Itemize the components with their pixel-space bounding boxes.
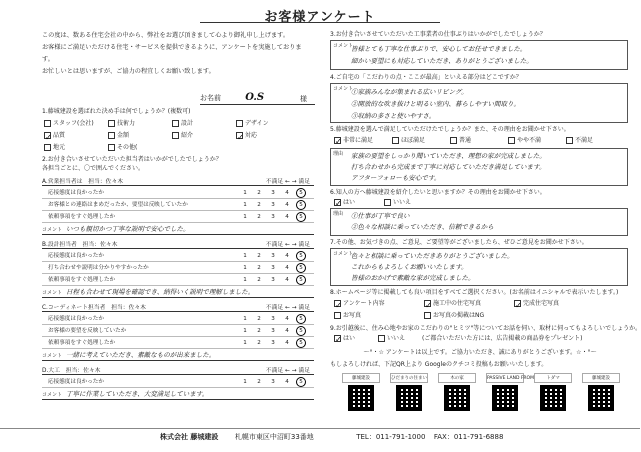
- scale-label: 不満足 ← → 満足: [265, 368, 310, 374]
- answer-line: 打ち合わせから完成まで丁寧に対応していただき満足しています。: [351, 163, 546, 171]
- checkbox[interactable]: [508, 137, 515, 144]
- checkbox[interactable]: [334, 199, 341, 206]
- scale-label: 不満足 ← → 満足: [265, 242, 310, 248]
- rating-row: [42, 199, 314, 211]
- checkbox[interactable]: [566, 137, 573, 144]
- rating-option[interactable]: 2: [257, 253, 261, 259]
- rating-label: 応接態度は良かったか: [48, 253, 104, 259]
- q1-option[interactable]: [44, 118, 108, 130]
- rating-option[interactable]: 2: [257, 379, 261, 385]
- comment-text: 日程も合わせて現場を確認でき、納得いく説明で理解しました。: [66, 288, 255, 296]
- section-title: C.コーディネート担当者 担当：佐々木: [42, 305, 146, 311]
- satisfaction-option[interactable]: [334, 136, 392, 145]
- q2-sub: 各担当ごとに、〇で囲んでください。: [42, 165, 145, 172]
- rating-label: 打ち合わせや説明は分かりやすかったか: [48, 265, 149, 271]
- qr-code-icon[interactable]: [588, 385, 614, 411]
- checkbox[interactable]: [334, 335, 341, 342]
- q7-question: 7.その他、お気づきの点、ご意見、ご要望等がございましたら、ぜひご意見をお聞かせ下さい。: [330, 239, 588, 246]
- rating-row: [42, 313, 314, 325]
- answer-line: 家族の要望をしっかり聞いていただき、理想の家が完成しました。: [351, 152, 546, 160]
- section-header: [42, 302, 314, 312]
- q2-question: 2.お付き合いさせていただいた担当者はいかがでしたでしょうか？: [42, 156, 222, 163]
- rating-option[interactable]: 1: [243, 253, 247, 259]
- rating-option[interactable]: 5: [296, 188, 306, 198]
- reason-label: 理由: [333, 151, 344, 157]
- section-comment[interactable]: [42, 388, 314, 400]
- qr-codes: [342, 373, 632, 423]
- rating-option[interactable]: 3: [271, 253, 275, 259]
- comment-label: コメント: [333, 43, 354, 49]
- section-title: B.設計担当者 担当：佐々木: [42, 242, 118, 248]
- comment-text: 丁寧に作業していただき、大変満足しています。: [66, 390, 209, 398]
- rating-option[interactable]: 2: [257, 316, 261, 322]
- qr-code-icon[interactable]: [348, 385, 374, 411]
- q1-option[interactable]: [236, 130, 300, 142]
- q6-question: 6.知人の方へ藤城建設を紹介したいと思いますか？その理由をお聞かせ下さい。: [330, 189, 546, 196]
- rating-option[interactable]: 4: [285, 328, 289, 334]
- rating-option[interactable]: 2: [257, 214, 261, 220]
- answer-line: ③収納の多さと使いやすさ。: [351, 112, 436, 120]
- brand-logo: ひだまりの住まい: [390, 373, 428, 383]
- answer-line: ②色々な相談に乗っていただき、信頼できるから: [351, 223, 494, 231]
- q9-question: 9.お引越後に、住み心地やお家のこだわりの"ヒミツ"等についてお話を伺い、取材に伺ってもよろしいでしょうか。: [330, 325, 641, 332]
- option-label: スタッフ(会社): [53, 120, 94, 127]
- rating-label: 応接態度は良かったか: [48, 190, 104, 196]
- option-label: やや不満: [517, 137, 542, 144]
- q8-question: 8.ホームページ等に掲載しても良い項目をすべてご選択ください。(お名前はイニシャルで表示いたします。): [330, 289, 619, 296]
- q3-question: 3.お付き合いさせていただいた工事業者の仕事ぶりはいかがでしたでしょうか？: [330, 31, 546, 38]
- intro-line: お忙しいとは思いますが、ご協力の程宜しくお願い致します。: [42, 68, 215, 75]
- comment-label: コメント: [42, 227, 63, 233]
- name-suffix: 様: [300, 95, 307, 103]
- qr-code-icon[interactable]: [444, 385, 470, 411]
- rating-option[interactable]: 4: [285, 214, 289, 220]
- q1-option[interactable]: [172, 130, 236, 142]
- answer-line: ①家族みんなが集まれる広いリビング。: [351, 88, 468, 96]
- answer-line: アフターフォローも安心です。: [351, 174, 441, 182]
- comment-label: コメント: [42, 392, 63, 398]
- option-label: はい: [343, 199, 356, 206]
- comment-label: コメント: [333, 86, 354, 92]
- rating-option[interactable]: 3: [271, 340, 275, 346]
- section-header: [42, 176, 314, 186]
- section-header: [42, 239, 314, 249]
- rating-option[interactable]: 1: [243, 265, 247, 271]
- q6-options: [334, 198, 534, 207]
- option-label: ほぼ満足: [401, 137, 426, 144]
- rating-option[interactable]: 5: [296, 377, 306, 387]
- rating-option[interactable]: 5: [296, 314, 306, 324]
- name-field[interactable]: [200, 92, 315, 105]
- comment-label: コメント: [333, 251, 354, 257]
- satisfaction-option[interactable]: [566, 136, 624, 145]
- scale-label: 不満足 ← → 満足: [265, 305, 310, 311]
- brand-logo: トダマ: [534, 373, 572, 383]
- rating-row: [42, 250, 314, 262]
- section-comment[interactable]: [42, 286, 314, 298]
- checkbox[interactable]: [44, 120, 51, 127]
- q1-option[interactable]: [44, 142, 108, 154]
- rating-option[interactable]: 4: [285, 202, 289, 208]
- rating-option[interactable]: 2: [257, 190, 261, 196]
- rating-option[interactable]: 1: [243, 214, 247, 220]
- option-label: 品質: [53, 132, 66, 139]
- q4-answer-box[interactable]: [330, 83, 628, 123]
- q1-option[interactable]: [108, 118, 172, 130]
- rating-option[interactable]: 3: [271, 379, 275, 385]
- thanks-text: ～°・☆ アンケートは以上です。ご協力いただき、誠にありがとうございます。☆・°～: [363, 349, 597, 356]
- answer-line: 細かい要望にも対応していただき、ありがとうございました。: [351, 57, 533, 65]
- publish-option[interactable]: [424, 310, 514, 322]
- option-label: 施工中の住宅写真: [433, 300, 482, 307]
- scale-label: 不満足 ← → 満足: [265, 179, 310, 185]
- rating-option[interactable]: 1: [243, 328, 247, 334]
- q1-question: 1.藤城建設を選ばれた決め手は何でしょうか？(複数可): [42, 108, 191, 115]
- option-label: いいえ: [387, 335, 406, 342]
- intro-line: お客様にご満足いただける住宅・サービスを提供できるように、アンケートを実施しております。: [42, 44, 302, 63]
- checkbox[interactable]: [236, 132, 243, 139]
- q5-question: 5.藤城建設を選んで満足していただけたでしょうか？また、その理由をお聞かせ下さい。: [330, 126, 570, 133]
- rating-option[interactable]: 4: [285, 316, 289, 322]
- satisfaction-option[interactable]: [508, 136, 566, 145]
- qr-code-icon[interactable]: [540, 385, 566, 411]
- option-label: 不満足: [575, 137, 594, 144]
- rating-label: 依頼事項をすぐ処理したか: [48, 340, 116, 346]
- rating-option[interactable]: 1: [243, 190, 247, 196]
- rating-option[interactable]: 2: [257, 202, 261, 208]
- checkbox[interactable]: [378, 335, 385, 342]
- q1-option[interactable]: [108, 130, 172, 142]
- answer-line: 皆様とても丁寧な仕事ぶりで、安心してお任せできました。: [351, 45, 527, 53]
- rating-option[interactable]: 4: [285, 277, 289, 283]
- name-label: お名前: [200, 94, 221, 102]
- checkbox[interactable]: [44, 132, 51, 139]
- rating-option[interactable]: 3: [271, 277, 275, 283]
- checkbox[interactable]: [172, 120, 179, 127]
- brand-logo: PASSIVE LAND FROM: [486, 373, 524, 383]
- option-label: お写真: [343, 312, 362, 319]
- rating-option[interactable]: 3: [271, 202, 275, 208]
- q1-option[interactable]: [108, 142, 172, 154]
- checkbox[interactable]: [384, 199, 391, 206]
- rating-option[interactable]: 4: [285, 340, 289, 346]
- qr-code-icon[interactable]: [492, 385, 518, 411]
- option-label: 対応: [245, 132, 258, 139]
- rating-option[interactable]: 4: [285, 379, 289, 385]
- rating-option[interactable]: 3: [271, 316, 275, 322]
- interview-option[interactable]: [334, 334, 378, 343]
- comment-text: いつも親切かつ丁寧な説明で安心でした。: [66, 225, 190, 233]
- rating-option[interactable]: 3: [271, 328, 275, 334]
- qr-block[interactable]: [486, 373, 534, 411]
- option-label: 紹介: [181, 132, 194, 139]
- q1-option[interactable]: [236, 118, 300, 130]
- rating-option[interactable]: 5: [296, 326, 306, 336]
- rating-row: [42, 274, 314, 286]
- checkbox[interactable]: [392, 137, 399, 144]
- company-fax: FAX：011-791-6888: [433, 433, 504, 441]
- qr-block[interactable]: [582, 373, 622, 411]
- rating-option[interactable]: 5: [296, 212, 306, 222]
- title-underline: [200, 22, 440, 23]
- rating-option[interactable]: 3: [271, 190, 275, 196]
- rating-row: [42, 262, 314, 274]
- q1-options: [44, 118, 314, 154]
- answer-line: ①仕事が丁寧で良い: [351, 212, 410, 220]
- satisfaction-option[interactable]: [392, 136, 450, 145]
- rating-option[interactable]: 1: [243, 316, 247, 322]
- company-tel: TEL：011-791-1000: [356, 433, 426, 441]
- footer-divider: [0, 428, 640, 429]
- checkbox[interactable]: [172, 132, 179, 139]
- publish-option[interactable]: [334, 298, 424, 310]
- answer-line: これからもよろしくお願いいたします。: [351, 263, 468, 271]
- brand-logo: 藤城建設: [342, 373, 380, 383]
- rating-option[interactable]: 1: [243, 277, 247, 283]
- rating-label: 依頼事項をすぐ処理したか: [48, 277, 116, 283]
- rating-row: [42, 187, 314, 199]
- answer-line: ②開放的な吹き抜けと明るい室内、暮らしやすい間取り。: [351, 100, 520, 108]
- reason-label: 理由: [333, 211, 344, 217]
- qr-block[interactable]: [438, 373, 478, 411]
- footer: [160, 432, 620, 442]
- comment-label: コメント: [42, 290, 63, 296]
- rating-option[interactable]: 4: [285, 253, 289, 259]
- comment-label: コメント: [42, 353, 63, 359]
- rating-option[interactable]: 5: [296, 338, 306, 348]
- checkbox[interactable]: [334, 300, 341, 307]
- rating-option[interactable]: 3: [271, 265, 275, 271]
- satisfaction-option[interactable]: [450, 136, 508, 145]
- rating-option[interactable]: 1: [243, 340, 247, 346]
- section-comment[interactable]: [42, 349, 314, 361]
- checkbox[interactable]: [236, 120, 243, 127]
- option-label: 技術力: [117, 120, 136, 127]
- rating-option[interactable]: 5: [296, 200, 306, 210]
- q9-options: [334, 334, 630, 343]
- q5-answer-box[interactable]: [330, 148, 628, 186]
- option-label: 設計: [181, 120, 194, 127]
- checkbox[interactable]: [514, 300, 521, 307]
- qr-block[interactable]: [390, 373, 430, 411]
- q7-answer-box[interactable]: [330, 248, 628, 286]
- option-label: はい: [343, 335, 356, 342]
- rating-option[interactable]: 2: [257, 265, 261, 271]
- rating-label: 応接態度は良かったか: [48, 316, 104, 322]
- rating-option[interactable]: 2: [257, 340, 261, 346]
- q5-options: [334, 136, 630, 145]
- checkbox[interactable]: [108, 120, 115, 127]
- option-label: 地元: [53, 144, 66, 151]
- checkbox[interactable]: [108, 132, 115, 139]
- brand-logo: 藤城建設: [582, 373, 620, 383]
- answer-line: 皆様のおかげで素敵な家が完成しました。: [351, 274, 475, 282]
- option-label: いいえ: [393, 199, 412, 206]
- option-label: 普通: [459, 137, 472, 144]
- checkbox[interactable]: [334, 137, 341, 144]
- checkbox[interactable]: [44, 144, 51, 151]
- option-label: 金額: [117, 132, 130, 139]
- q6-answer-box[interactable]: [330, 208, 628, 236]
- section-title: D.大工 担当：佐々木: [42, 368, 101, 374]
- q1-option[interactable]: [44, 130, 108, 142]
- rating-option[interactable]: 2: [257, 277, 261, 283]
- recommend-option[interactable]: [384, 198, 434, 207]
- section-title: A.営業担当者は 担当：佐々木: [42, 179, 124, 185]
- brand-logo: 木の家: [438, 373, 476, 383]
- publish-option[interactable]: [514, 298, 604, 310]
- rating-label: お客様の要望を反映していたか: [48, 328, 127, 334]
- company-name: 株式会社 藤城建設: [160, 433, 219, 441]
- rating-option[interactable]: 4: [285, 190, 289, 196]
- comment-text: 一緒に考えていただき、素敵なものが出来ました。: [66, 351, 216, 359]
- publish-option[interactable]: [424, 298, 514, 310]
- checkbox[interactable]: [424, 312, 431, 319]
- checkbox[interactable]: [108, 144, 115, 151]
- rating-option[interactable]: 1: [243, 202, 247, 208]
- q8-options: [334, 298, 630, 322]
- interview-option[interactable]: [378, 334, 422, 343]
- rating-option[interactable]: 1: [243, 379, 247, 385]
- q3-answer-box[interactable]: [330, 40, 628, 70]
- rating-option[interactable]: 5: [296, 251, 306, 261]
- rating-option[interactable]: 5: [296, 263, 306, 273]
- intro-line: この度は、数ある住宅会社の中から、弊社をお選び頂きまして心より御礼申し上げます。: [42, 32, 290, 39]
- option-label: 完成住宅写真: [523, 300, 560, 307]
- page-title: お客様アンケート: [264, 10, 376, 25]
- section-comment[interactable]: [42, 223, 314, 235]
- rating-option[interactable]: 5: [296, 275, 306, 285]
- section-header: [42, 365, 314, 375]
- rating-label: お客様との連絡はまめだったか、要望は反映していたか: [48, 202, 188, 208]
- checkbox[interactable]: [334, 312, 341, 319]
- option-label: その他(: [117, 144, 138, 151]
- rating-label: 応接態度は良かったか: [48, 379, 104, 385]
- option-label: デザイン: [245, 120, 269, 127]
- checkbox[interactable]: [424, 300, 431, 307]
- qr-code-icon[interactable]: [396, 385, 422, 411]
- rating-row: [42, 337, 314, 349]
- intro-text: [42, 30, 312, 78]
- q4-question: 4.ご自宅の「こだわりの点・ここが最高」といえる部分はどこですか？: [330, 74, 522, 81]
- rating-option[interactable]: 4: [285, 265, 289, 271]
- qr-block[interactable]: [342, 373, 382, 411]
- interview-note: (ご都合いただいた方には、広告掲載の商品券をプレゼント): [422, 335, 583, 342]
- option-label: アンケート内容: [343, 300, 385, 307]
- q1-option[interactable]: [172, 118, 236, 130]
- name-value: O.S: [245, 92, 265, 103]
- checkbox[interactable]: [450, 137, 457, 144]
- rating-label: 依頼事項をすぐ処理したか: [48, 214, 116, 220]
- rating-option[interactable]: 3: [271, 214, 275, 220]
- rating-row: [42, 211, 314, 223]
- publish-option[interactable]: [334, 310, 424, 322]
- qr-block[interactable]: [534, 373, 574, 411]
- review-request: もしよろしければ、下記QR上より Googleのクチコミ投稿もお願いいたします。: [330, 361, 548, 368]
- option-label: お写真の掲載はNG: [433, 312, 485, 319]
- company-address: 札幌市東区中沼町33番地: [234, 433, 314, 441]
- rating-option[interactable]: 2: [257, 328, 261, 334]
- rating-row: [42, 325, 314, 337]
- recommend-option[interactable]: [334, 198, 384, 207]
- option-label: 非常に満足: [343, 137, 374, 144]
- answer-line: 色々と相談に乗っていただきありがとうございました。: [351, 252, 514, 260]
- rating-row: [42, 376, 314, 388]
